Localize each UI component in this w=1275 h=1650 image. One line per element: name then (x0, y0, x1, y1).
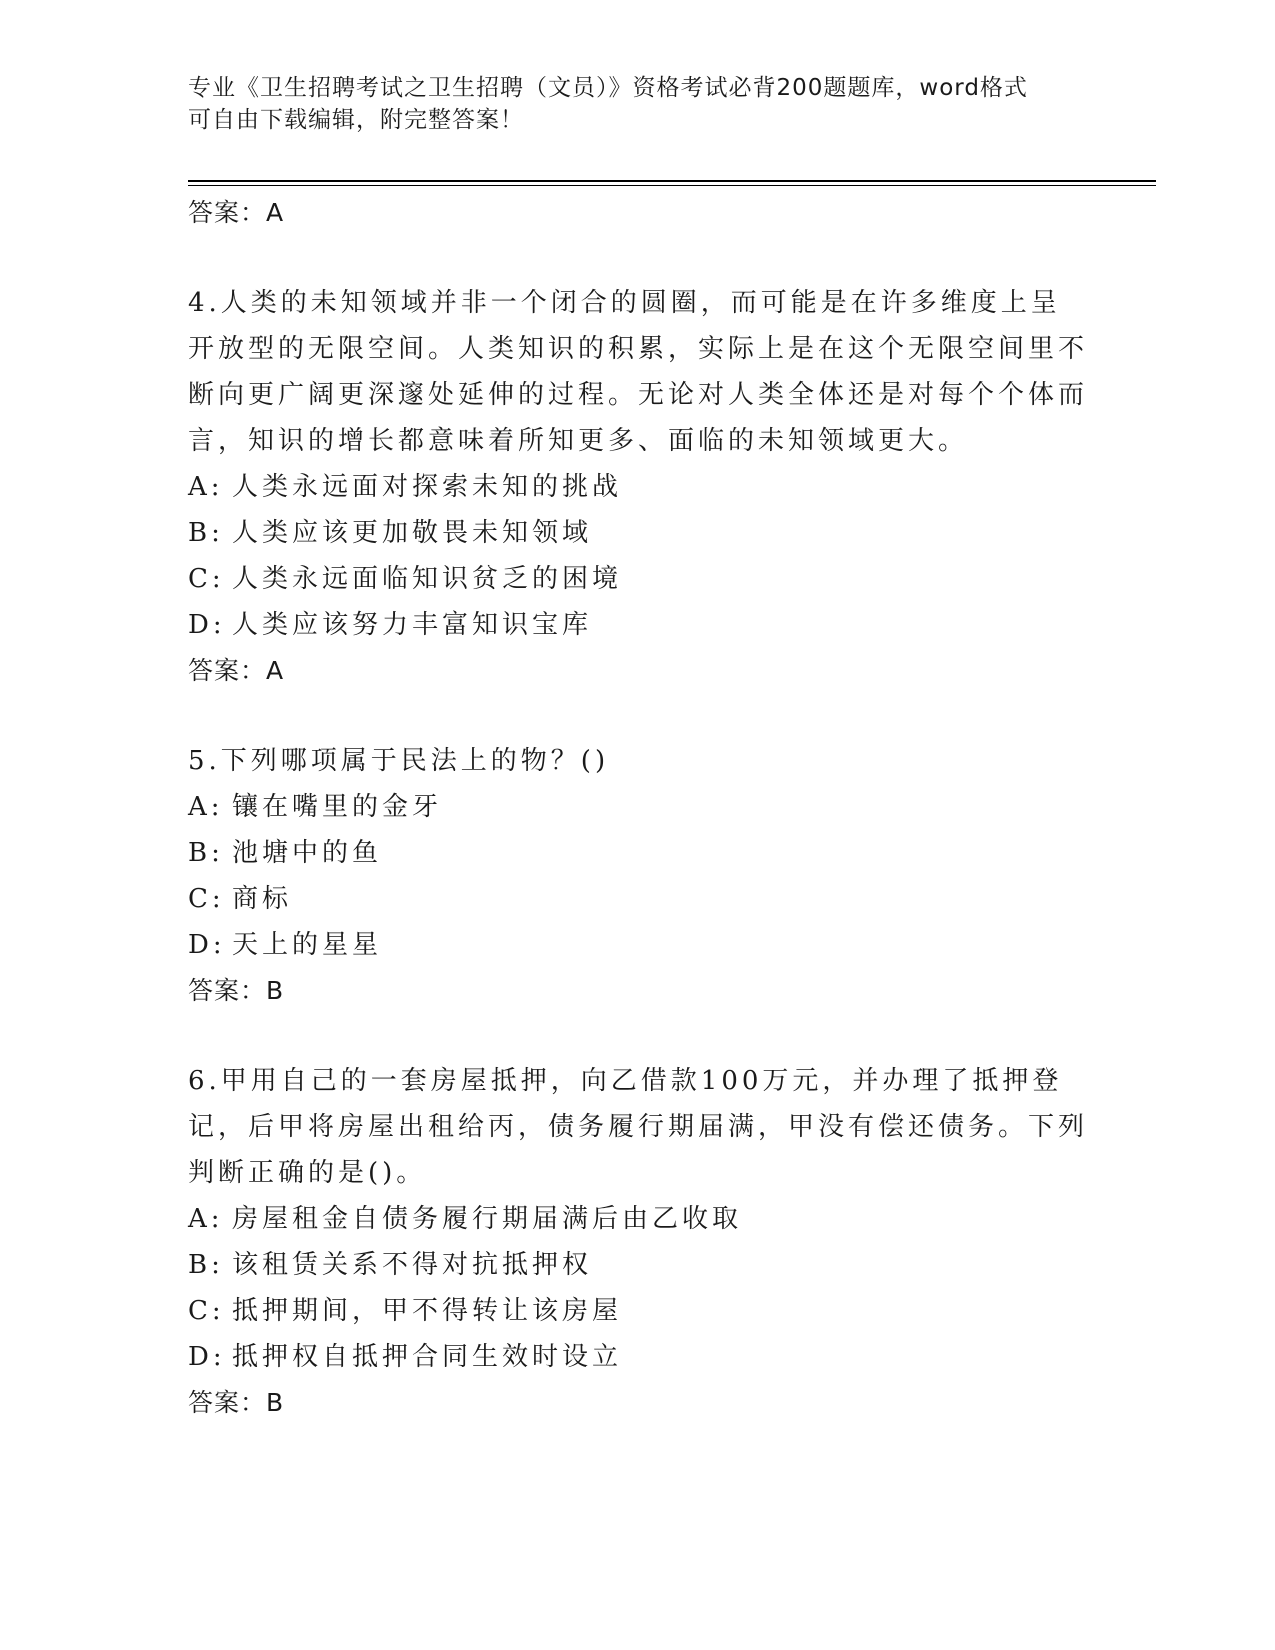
option-b (188, 830, 1088, 876)
document-header (188, 72, 1088, 136)
option-key: A: (188, 1204, 224, 1234)
answer-line: 答案：A (188, 656, 285, 685)
option-key: C: (188, 564, 225, 594)
option-text: 人类永远面临知识贫乏的困境 (232, 564, 623, 594)
option-text: 抵押期间，甲不得转让该房屋 (232, 1296, 623, 1326)
header-line-1: 专业《卫生招聘考试之卫生招聘（文员）》资格考试必背200题题库，word格式 (188, 75, 1028, 101)
option-key: C: (188, 884, 225, 914)
option-d (188, 1334, 1088, 1380)
option-a (188, 784, 1088, 830)
question-text: 4.人类的未知领域并非一个闭合的圆圈，而可能是在许多维度上呈开放型的无限空间。人类知识的积累，实际上是在这个无限空间里不断向更广阔更深邃处延伸的过程。无论对人类全体还是对每个个体而言，知识的增长都意味着所知更多、面临的未知领域更大。 (188, 288, 1089, 456)
option-b (188, 510, 1088, 556)
option-text: 房屋租金自债务履行期届满后由乙收取 (232, 1204, 743, 1234)
question-block (188, 738, 1088, 1014)
option-text: 人类应该更加敬畏未知领域 (232, 518, 593, 548)
question-text: 5.下列哪项属于民法上的物？() (188, 746, 610, 776)
option-b (188, 1242, 1088, 1288)
option-text: 该租赁关系不得对抗抵押权 (232, 1250, 593, 1280)
header-divider-thin (188, 185, 1156, 186)
option-text: 池塘中的鱼 (232, 838, 383, 868)
option-a (188, 1196, 1088, 1242)
option-key: C: (188, 1296, 225, 1326)
option-key: D: (188, 1342, 226, 1372)
option-text: 人类应该努力丰富知识宝库 (232, 610, 593, 640)
option-text: 镶在嘴里的金牙 (232, 792, 443, 822)
option-text: 人类永远面对探索未知的挑战 (232, 472, 623, 502)
header-divider (188, 180, 1156, 182)
option-text: 商标 (232, 884, 293, 914)
answer-line: 答案：B (188, 976, 285, 1005)
option-a (188, 464, 1088, 510)
option-key: A: (188, 472, 224, 502)
option-key: B: (188, 1250, 224, 1280)
option-text: 抵押权自抵押合同生效时设立 (232, 1342, 623, 1372)
option-key: D: (188, 610, 226, 640)
option-key: A: (188, 792, 224, 822)
question-block (188, 1058, 1088, 1426)
option-key: D: (188, 930, 226, 960)
question-list (188, 190, 1088, 1426)
option-c (188, 876, 1088, 922)
question-text: 6.甲用自己的一套房屋抵押，向乙借款100万元，并办理了抵押登记，后甲将房屋出租给丙，债务履行期届满，甲没有偿还债务。下列判断正确的是()。 (188, 1066, 1089, 1188)
option-text: 天上的星星 (232, 930, 383, 960)
option-key: B: (188, 838, 224, 868)
question-block (188, 280, 1088, 694)
header-line-2: 可自由下载编辑，附完整答案！ (188, 107, 524, 133)
option-c (188, 1288, 1088, 1334)
answer-line: 答案：B (188, 1388, 285, 1417)
option-key: B: (188, 518, 224, 548)
answer-line: 答案：A (188, 198, 285, 227)
option-d (188, 922, 1088, 968)
option-d (188, 602, 1088, 648)
option-c (188, 556, 1088, 602)
